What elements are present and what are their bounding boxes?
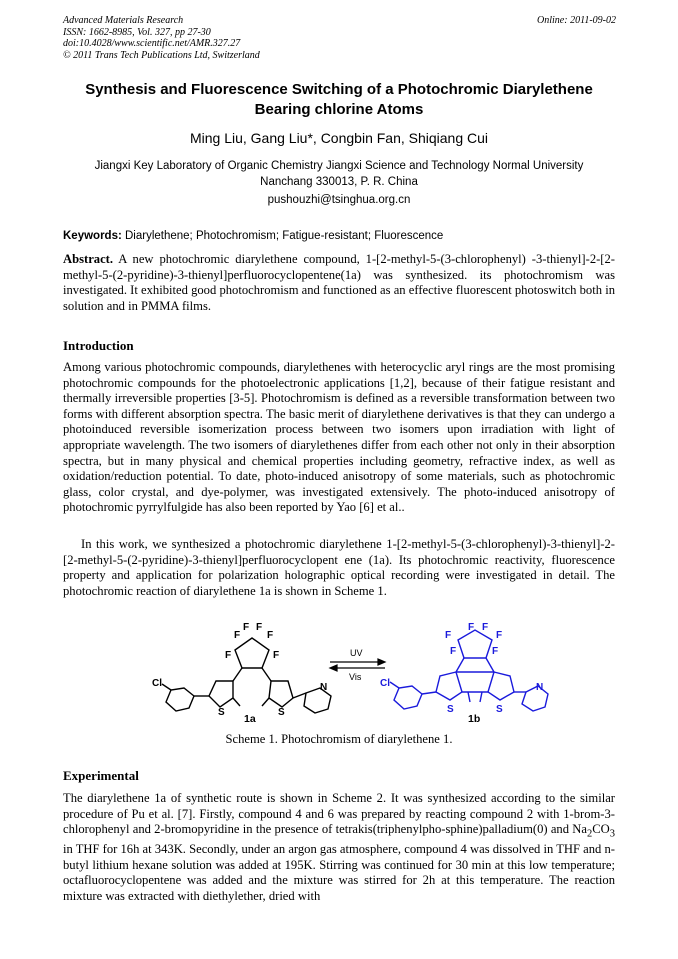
- f-atom-label: F: [482, 622, 489, 633]
- contact-email: pushouzhi@tsinghua.org.cn: [267, 194, 411, 206]
- f-atom-label: F: [273, 650, 280, 661]
- n-atom-label: N: [320, 682, 328, 693]
- reaction-arrows: [330, 659, 385, 671]
- f-atom-label: F: [450, 646, 457, 657]
- experimental-text-a: The diarylethene 1a of synthetic route is shown in Scheme 2. It was synthesized according to the similar procedure of Pu et al. [7]. Firstly, compound 4 and 6 was prepared by reacting compound 2 with 1-brom-3-chlorophenyl and 2-bromopyridine in the presence of tetrakis(triphenylpho-sphine)palladium(0) and Na: [63, 791, 615, 837]
- keywords-text: Diarylethene; Photochromism; Fatigue-resistant; Fluorescence: [121, 230, 444, 242]
- keywords: [63, 230, 615, 242]
- issn-line: ISSN: 1662-8985, Vol. 327, pp 27-30: [63, 26, 211, 38]
- author-list: Ming Liu, Gang Liu*, Congbin Fan, Shiqiang Cui: [189, 130, 489, 146]
- s-atom-label: S: [218, 707, 225, 718]
- paper-title: [50, 80, 628, 120]
- affiliation-line-1: Jiangxi Key Laboratory of Organic Chemistry Jiangxi Science and Technology Normal University: [94, 160, 584, 172]
- subscript-2: 2: [587, 828, 593, 840]
- cl-atom-label: Cl: [380, 678, 390, 689]
- title-line-1: Synthesis and Fluorescence Switching of a Photochromic Diarylethene: [85, 81, 593, 98]
- f-atom-label: F: [492, 646, 499, 657]
- affiliation: [50, 158, 628, 190]
- s-atom-label: S: [278, 707, 285, 718]
- journal-header: [63, 15, 260, 61]
- s-atom-label: S: [447, 704, 454, 715]
- scheme-1-figure: [140, 618, 550, 730]
- experimental-heading: Experimental: [63, 768, 139, 783]
- f-atom-label: F: [445, 630, 452, 641]
- experimental-text-b: in THF for 16h at 343K. Secondly, under an argon gas atmosphere, compound 4 was dissolved in THF and n-butyl lithium hexane solution was added at 195K. Stirring was continued for 30 min at this low temperature; octafluorocyclopentene was added and the mixture was stirred for 2h at this temperature. The reaction mixture was extracted with diethylether, dried with: [63, 842, 615, 904]
- subscript-3: 3: [609, 828, 615, 840]
- label-1a: 1a: [244, 713, 256, 725]
- n-atom-label: N: [536, 682, 544, 693]
- copyright-line: © 2011 Trans Tech Publications Ltd, Switzerland: [63, 49, 260, 61]
- scheme-1-caption: Scheme 1. Photochromism of diarylethene 1.: [225, 732, 453, 746]
- s-atom-label: S: [496, 704, 503, 715]
- online-date: Online: 2011-09-02: [537, 15, 616, 26]
- doi-line: doi:10.4028/www.scientific.net/AMR.327.27: [63, 38, 241, 49]
- f-atom-label: F: [225, 650, 232, 661]
- f-atom-label: F: [234, 630, 241, 641]
- experimental-paragraph: [63, 791, 615, 905]
- f-atom-label: F: [243, 622, 250, 633]
- affiliation-line-2: Nanchang 330013, P. R. China: [260, 176, 418, 188]
- carbonate-text: CO: [592, 822, 610, 837]
- uv-label: UV: [350, 648, 363, 658]
- f-atom-label: F: [496, 630, 503, 641]
- abstract-label: Abstract.: [63, 252, 114, 266]
- introduction-paragraph-1: Among various photochromic compounds, diarylethenes with heterocyclic aryl rings are the most promising photochromic compounds for the photoelectronic applications [1,2], because of their fatigue resistant and thermally irreversible properties [3-5]. Photochromism is defined as a reversible transformation between two forms with different absorption spectra. The basic merit of diarylethene derivatives is that they can undergo a photoinduced reversible isomerization process between two isomers upon irradiation with light of appropriate wavelength. The two isomers of diarylethenes differ from each other not only in their absorption spectra, but in many physical and chemical properties including geometry, refractive index, as well as oxidation/reduction potential. To date, photo-induced anisotropy of some materials, such as photochromic glass, color crystal, and dye-polymer, was investigated extensively. The photo-induced anisotropy of photochromic pyrrylfulgide has also been reported by Yao [6] et al..: [63, 360, 615, 515]
- f-atom-label: F: [267, 630, 274, 641]
- title-line-2: Bearing chlorine Atoms: [254, 101, 424, 118]
- molecule-1b-structure: [390, 630, 548, 711]
- abstract: [63, 252, 615, 314]
- keywords-label: Keywords:: [63, 230, 122, 242]
- journal-name: Advanced Materials Research: [63, 15, 184, 26]
- abstract-text: A new photochromic diarylethene compound, 1-[2-methyl-5-(3-chlorophenyl) -3-thienyl]-2-[2-methyl-5-(2-pyridine)-3-thienyl]perfluorocyclopentene(1a) was synthesized. its photochromism was investigated. It exhibited good photochromism and functioned as an effective fluorescent photoswitch both in solution and in PMMA films.: [63, 252, 615, 313]
- f-atom-label: F: [256, 622, 263, 633]
- label-1b: 1b: [468, 713, 481, 725]
- molecule-1a-structure: [162, 638, 331, 713]
- cl-atom-label: Cl: [152, 678, 162, 689]
- introduction-heading: Introduction: [63, 338, 134, 353]
- introduction-paragraph-2: In this work, we synthesized a photochromic diarylethene 1-[2-methyl-5-(3-chlorophenyl)-3-thienyl]-2-[2-methyl-5-(2-pyridine)-3-thienyl]perfluorocyclopent ene (1a). Its photochromic reactivity, fluorescence property and application for polarization holographic optical recording were investigated in detail. The photochromic reaction of diarylethene 1a is shown in Scheme 1.: [63, 537, 615, 598]
- f-atom-label: F: [468, 622, 475, 633]
- vis-label: Vis: [349, 672, 362, 682]
